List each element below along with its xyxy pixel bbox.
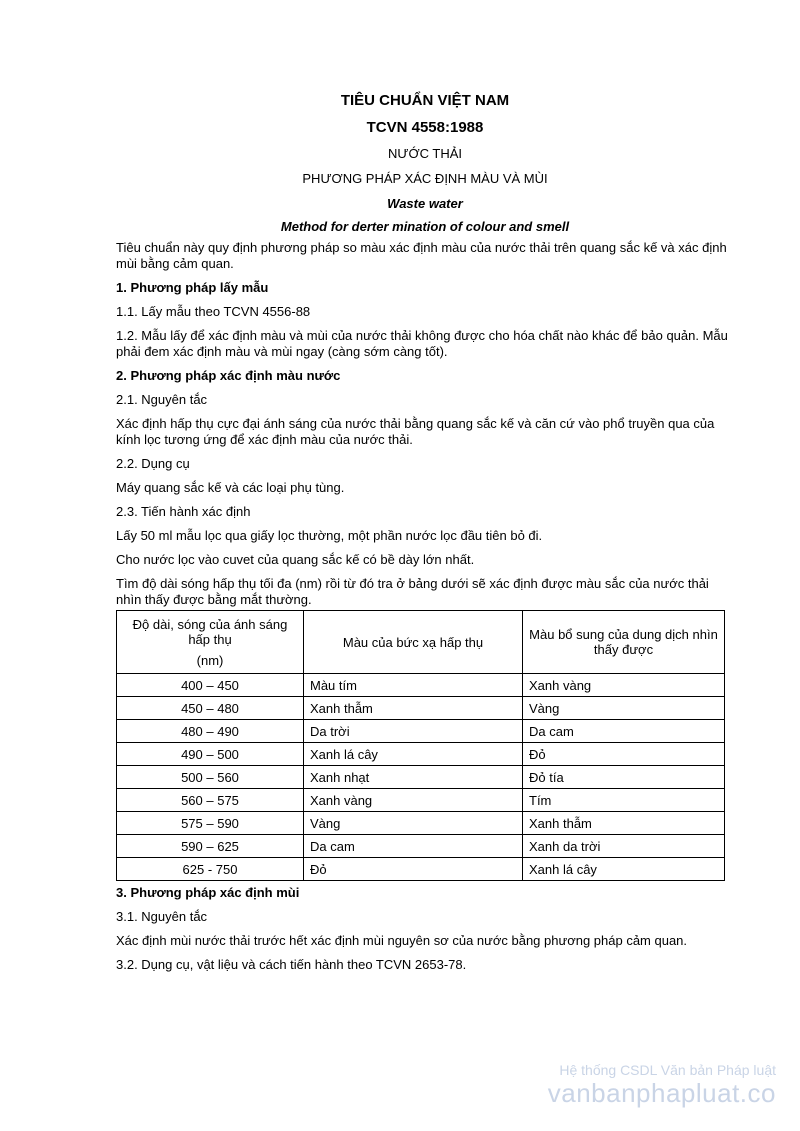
standard-method: PHƯƠNG PHÁP XÁC ĐỊNH MÀU VÀ MÙI	[302, 171, 548, 186]
section-2-1: 2.1. Nguyên tắc	[116, 392, 208, 407]
cell-complement: Xanh thẫm	[523, 812, 725, 835]
section-2-2-text: Máy quang sắc kế và các loại phụ tùng.	[116, 480, 345, 495]
table-row	[117, 743, 725, 766]
cell-absorbed: Xanh thẫm	[304, 697, 523, 720]
standard-subject-en: Waste water	[387, 196, 463, 211]
standard-code: TCVN 4558:1988	[366, 119, 484, 136]
section-2-3-p3: Tìm độ dài sóng hấp thụ tối đa (nm) rồi từ đó tra ở bảng dưới sẽ xác định được màu sắc của nước thải nhìn thấy được bằng mắt thường.	[116, 576, 709, 607]
cell-complement: Xanh da trời	[523, 835, 725, 858]
table-row	[117, 720, 725, 743]
cell-absorbed: Màu tím	[304, 674, 523, 697]
section-1-heading: 1. Phương pháp lấy mẫu	[116, 280, 269, 295]
watermark-line-2: vanbanphapluat.co	[547, 1078, 776, 1108]
cell-absorbed: Xanh vàng	[304, 789, 523, 812]
section-2-3-p1: Lấy 50 ml mẫu lọc qua giấy lọc thường, một phần nước lọc đầu tiên bỏ đi.	[116, 528, 543, 543]
table-row	[117, 835, 725, 858]
section-3-1-text: Xác định mùi nước thải trước hết xác định mùi nguyên sơ của nước bằng phương pháp cảm quan.	[116, 933, 688, 948]
header-wavelength: Độ dài, sóng của ánh sáng hấp thụ (nm)	[117, 611, 304, 674]
table-row	[117, 789, 725, 812]
table-header-row	[117, 611, 725, 674]
section-2-3-p2: Cho nước lọc vào cuvet của quang sắc kế có bề dày lớn nhất.	[116, 552, 475, 567]
section-3-2: 3.2. Dụng cụ, vật liệu và cách tiến hành theo TCVN 2653-78.	[116, 957, 467, 972]
cell-range: 575 – 590	[117, 812, 304, 835]
header-absorbed-color: Màu của bức xạ hấp thụ	[304, 611, 523, 674]
cell-absorbed: Xanh nhạt	[304, 766, 523, 789]
table-row	[117, 858, 725, 881]
intro-paragraph: Tiêu chuẩn này quy định phương pháp so màu xác định màu của nước thải trên quang sắc kế và xác định mùi bằng cảm quan.	[116, 240, 727, 271]
table-row	[117, 812, 725, 835]
standard-subject: NƯỚC THẢI	[387, 146, 462, 161]
section-1-2: 1.2. Mẫu lấy để xác định màu và mùi của nước thải không được cho hóa chất nào khác để bảo quản. Mẫu phải đem xác định màu và mùi ngay (càng sớm càng tốt).	[116, 328, 728, 359]
section-2-heading: 2. Phương pháp xác định màu nước	[116, 368, 341, 383]
section-2-1-text: Xác định hấp thụ cực đại ánh sáng của nước thải bằng quang sắc kế và căn cứ vào phổ truyền qua của kính lọc tương ứng để xác định màu của nước thải.	[116, 416, 715, 447]
cell-absorbed: Da cam	[304, 835, 523, 858]
cell-absorbed: Vàng	[304, 812, 523, 835]
table-row	[117, 766, 725, 789]
cell-absorbed: Xanh lá cây	[304, 743, 523, 766]
section-3-1: 3.1. Nguyên tắc	[116, 909, 208, 924]
cell-range: 625 - 750	[117, 858, 304, 881]
cell-range: 560 – 575	[117, 789, 304, 812]
cell-complement: Đỏ	[523, 743, 725, 766]
cell-range: 480 – 490	[117, 720, 304, 743]
section-1-1: 1.1. Lấy mẫu theo TCVN 4556-88	[116, 304, 311, 319]
cell-complement: Xanh lá cây	[523, 858, 725, 881]
cell-absorbed: Da trời	[304, 720, 523, 743]
cell-absorbed: Đỏ	[304, 858, 523, 881]
cell-range: 450 – 480	[117, 697, 304, 720]
section-3-heading: 3. Phương pháp xác định mùi	[116, 885, 300, 900]
wavelength-color-table	[116, 610, 725, 881]
cell-range: 490 – 500	[117, 743, 304, 766]
watermark-line-1: Hệ thống CSDL Văn bản Pháp luật	[559, 1062, 776, 1078]
section-2-3: 2.3. Tiến hành xác định	[116, 504, 251, 519]
cell-complement: Đỏ tía	[523, 766, 725, 789]
cell-range: 400 – 450	[117, 674, 304, 697]
cell-complement: Vàng	[523, 697, 725, 720]
cell-complement: Xanh vàng	[523, 674, 725, 697]
standard-title: TIÊU CHUẨN VIỆT NAM	[340, 92, 510, 109]
table-row	[117, 697, 725, 720]
header-complement-color: Màu bổ sung của dung dịch nhìn thấy được	[523, 611, 725, 674]
standard-method-en: Method for derter mination of colour and smell	[280, 219, 570, 234]
cell-range: 500 – 560	[117, 766, 304, 789]
table-row	[117, 674, 725, 697]
cell-complement: Da cam	[523, 720, 725, 743]
cell-complement: Tím	[523, 789, 725, 812]
section-2-2: 2.2. Dụng cụ	[116, 456, 190, 471]
document-page	[116, 92, 734, 981]
cell-range: 590 – 625	[117, 835, 304, 858]
